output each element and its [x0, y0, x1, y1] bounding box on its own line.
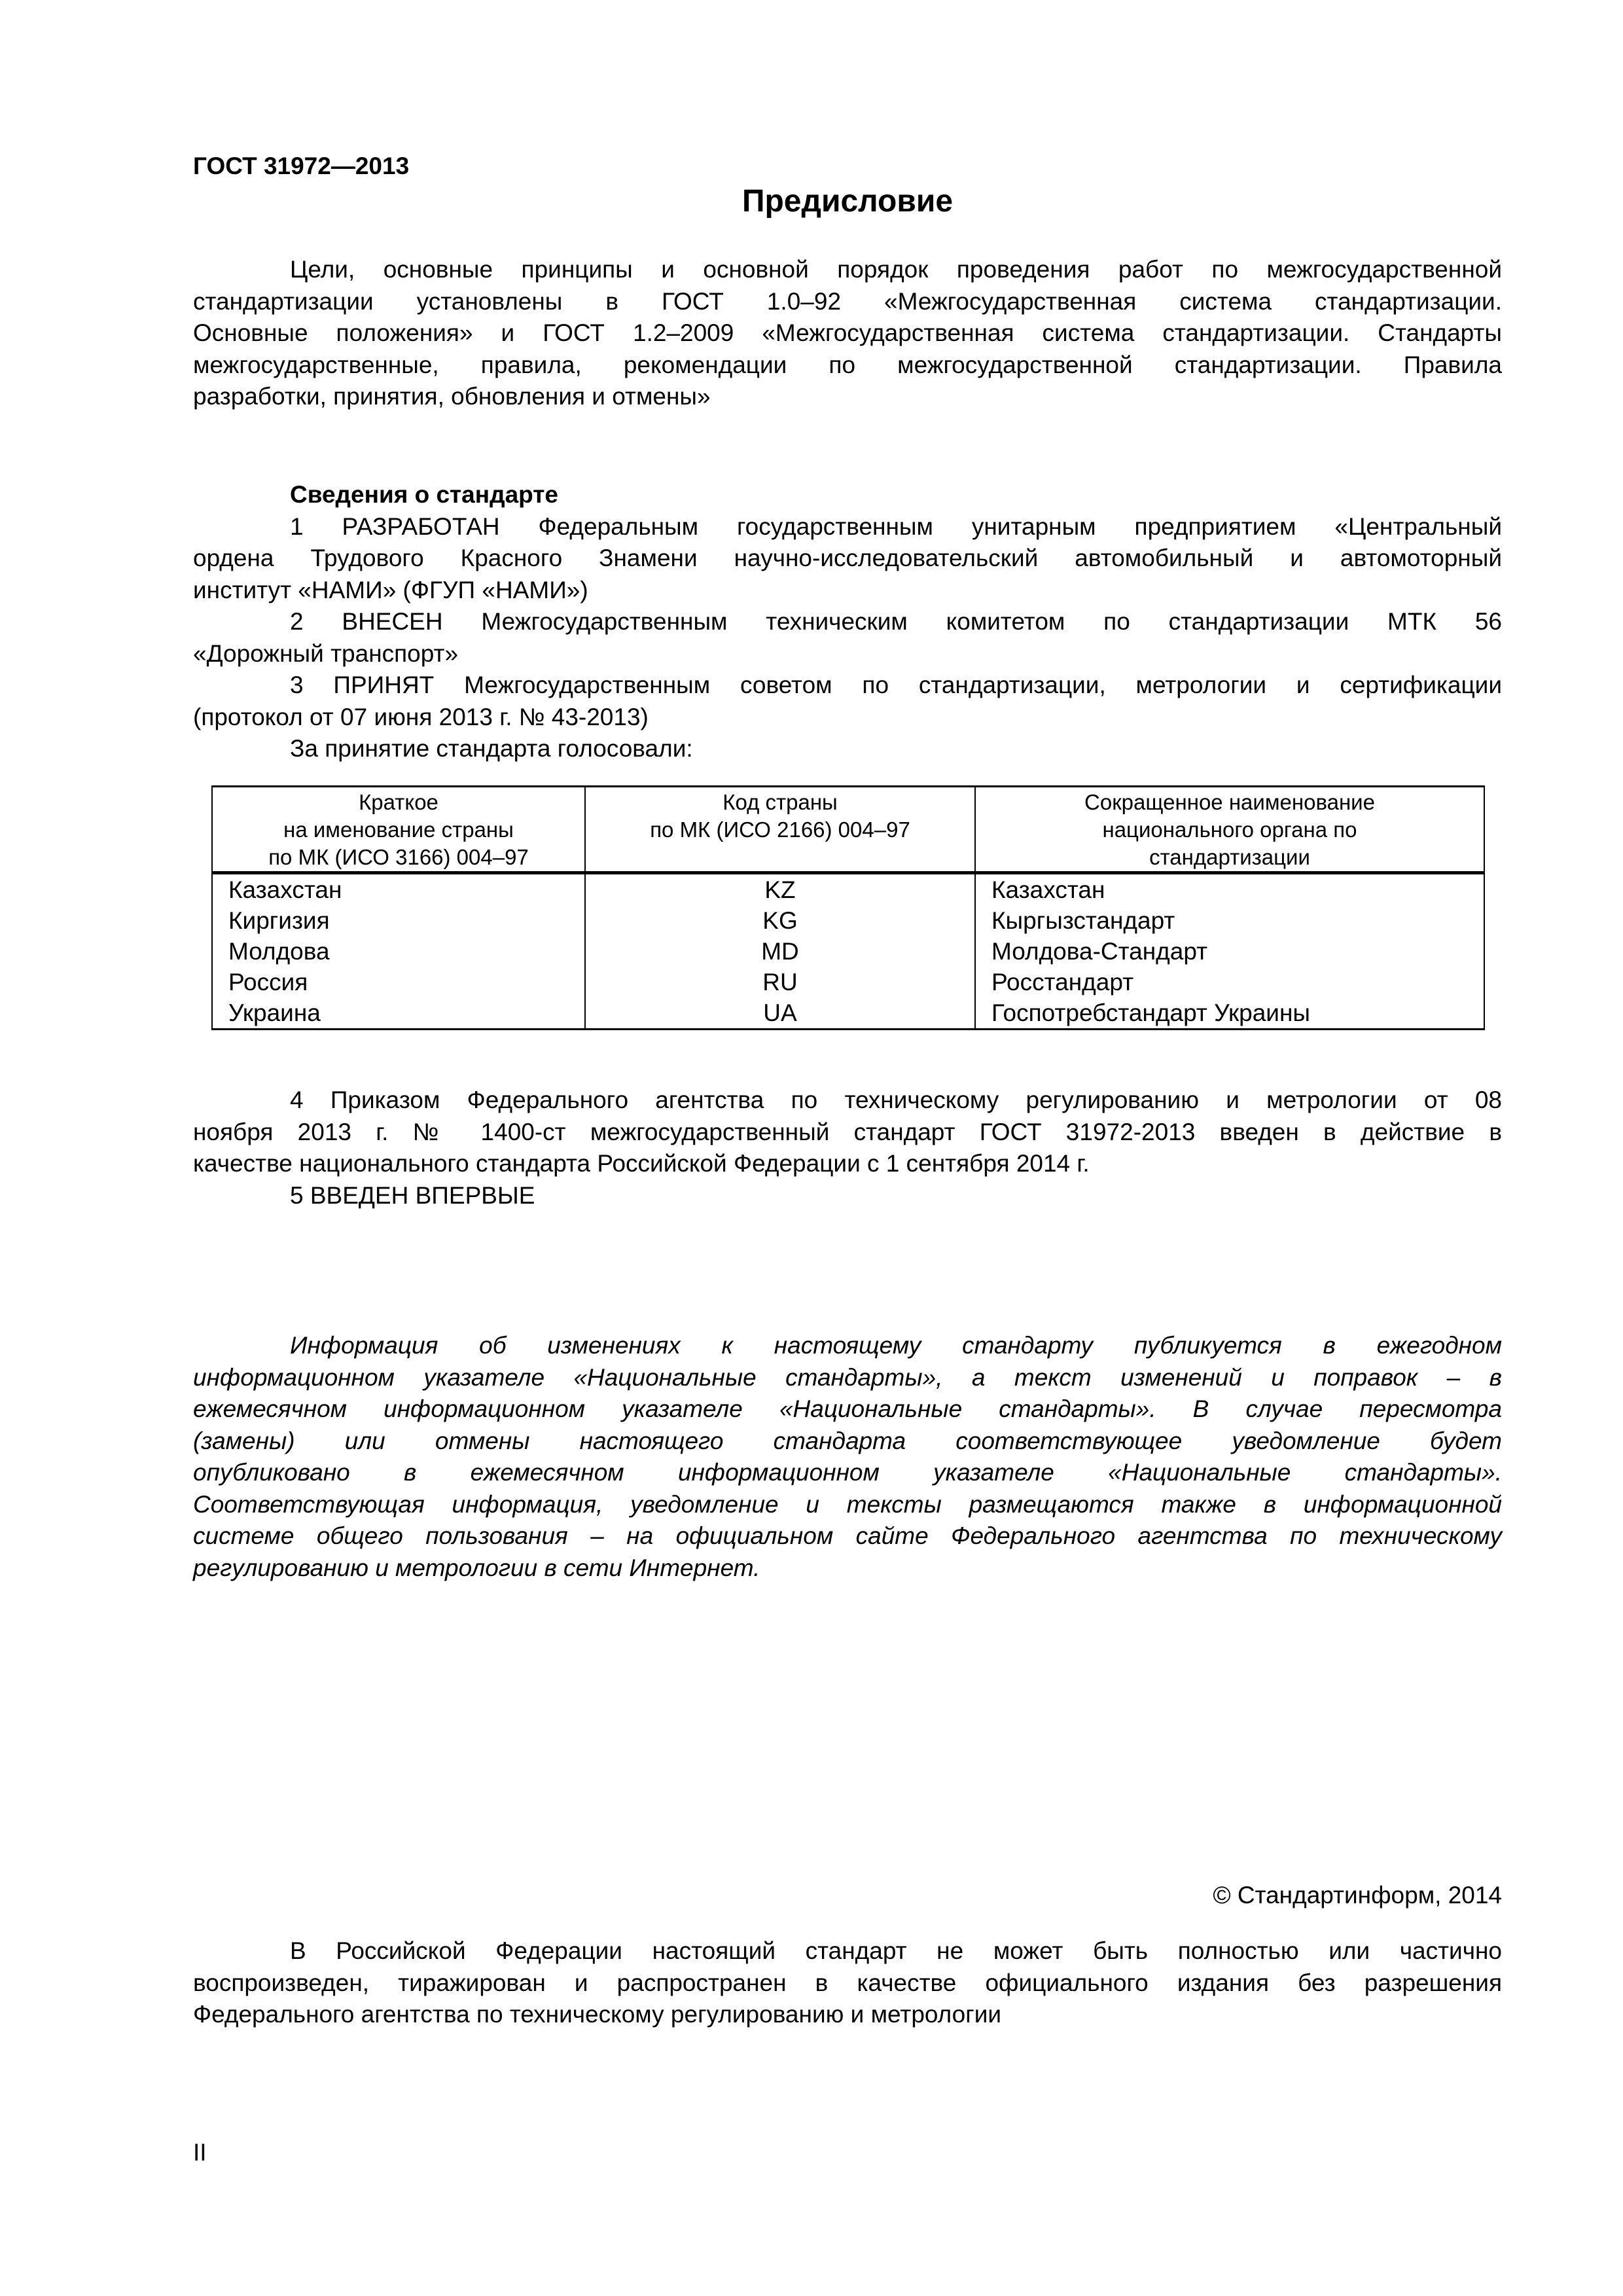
intro-line: Цели, основные принципы и основной порядок проведения работ по межгосударственной: [290, 256, 1502, 283]
national-body-cell: Молдова-Стандарт: [975, 936, 1484, 967]
info-item-3-line: 3 ПРИНЯТ Межгосударственным советом по стандартизации, метрологии и сертификации: [290, 672, 1502, 698]
national-body-cell: Росстандарт: [975, 967, 1484, 997]
changes-info-line: (замены) или отмены настоящего стандарта соответствующее уведомление будет: [193, 1427, 1502, 1454]
reproduction-notice: [193, 1935, 1502, 2031]
country-code-cell: MD: [585, 936, 975, 967]
country-name-cell: Украина: [212, 997, 585, 1030]
table-row: [212, 873, 1484, 906]
changes-info-line: Соответствующая информация, уведомление и тексты размещаются также в информационной: [193, 1490, 1502, 1518]
national-body-cell: Кыргызстандарт: [975, 905, 1484, 936]
national-body-cell: Казахстан: [975, 873, 1484, 906]
reproduction-line: В Российской Федерации настоящий стандарт не может быть полностью или частично: [290, 1937, 1502, 1964]
country-name-cell: Киргизия: [212, 905, 585, 936]
changes-info-line: информационном указателе «Национальные стандарты», а текст изменений и поправок – в: [193, 1363, 1502, 1391]
table-row: [212, 905, 1484, 936]
national-body-cell: Госпотребстандарт Украины: [975, 997, 1484, 1030]
item-4-line: качестве национального стандарта Российской Федерации с 1 сентября 2014 г.: [193, 1150, 1090, 1177]
changes-info-line: регулированию и метрологии в сети Интернет.: [193, 1554, 760, 1581]
header-country-code: Код страны по МК (ИСО 2166) 004–97: [585, 787, 975, 873]
intro-line: Основные положения» и ГОСТ 1.2–2009 «Межгосударственная система стандартизации. Стандарты: [193, 319, 1502, 346]
country-name-cell: Россия: [212, 967, 585, 997]
table-row: [212, 967, 1484, 997]
table-header-row: [212, 787, 1484, 873]
standard-info-section: [193, 479, 1502, 765]
country-code-cell: KZ: [585, 873, 975, 906]
page-number: II: [193, 2139, 207, 2166]
document-page: [193, 0, 1502, 2296]
copyright-notice: © Стандартинформ, 2014: [1213, 1882, 1502, 1909]
changes-info-line: Информация об изменениях к настоящему стандарту публикуется в ежегодном: [290, 1332, 1502, 1359]
info-item-3-line: (протокол от 07 июня 2013 г. № 43-2013): [193, 703, 649, 730]
country-name-cell: Молдова: [212, 936, 585, 967]
changes-info-line: ежемесячном информационном указателе «Национальные стандарты». В случае пересмотра: [193, 1395, 1502, 1422]
country-code-cell: KG: [585, 905, 975, 936]
info-item-2-line: 2 ВНЕСЕН Межгосударственным техническим комитетом по стандартизации МТК 56: [290, 608, 1502, 635]
intro-line: стандартизации установлены в ГОСТ 1.0–92 «Межгосударственная система стандартизации.: [193, 287, 1502, 315]
header-country-name: Краткое на именование страны по МК (ИСО 3166) 004–97: [212, 787, 585, 873]
intro-line: межгосударственные, правила, рекомендации по межгосударственной стандартизации. Правила: [193, 351, 1502, 378]
reproduction-line: воспроизведен, тиражирован и распространен в качестве официального издания без разрешения: [193, 1969, 1502, 1996]
voting-table: [211, 785, 1485, 1030]
document-code: ГОСТ 31972—2013: [193, 152, 410, 179]
changes-info-line: опубликовано в ежемесячном информационном указателе «Национальные стандарты».: [193, 1459, 1502, 1486]
country-name-cell: Казахстан: [212, 873, 585, 906]
item-4-line: 4 Приказом Федерального агентства по техническому регулированию и метрологии от 08: [290, 1086, 1502, 1113]
enactment-section: [193, 1085, 1502, 1211]
voted-label: За принятие стандарта голосовали:: [290, 735, 693, 762]
changes-info-line: системе общего пользования – на официальном сайте Федерального агентства по техническому: [193, 1522, 1502, 1549]
table-row: [212, 936, 1484, 967]
header-national-body: Сокращенное наименование национального органа по стандартизации: [975, 787, 1484, 873]
changes-info-paragraph: [193, 1330, 1502, 1584]
info-item-1-line: ордена Трудового Красного Знамени научно-исследовательский автомобильный и автомоторный: [193, 545, 1502, 571]
reproduction-line: Федерального агентства по техническому регулированию и метрологии: [193, 2001, 1002, 2028]
intro-paragraph: [193, 254, 1502, 413]
info-item-1-line: институт «НАМИ» (ФГУП «НАМИ»): [193, 576, 588, 603]
country-code-cell: RU: [585, 967, 975, 997]
item-4-line: ноября 2013 г. № 1400-ст межгосударственный стандарт ГОСТ 31972-2013 введен в действие в: [193, 1118, 1502, 1145]
intro-line: разработки, принятия, обновления и отмены»: [193, 383, 711, 410]
item-5: 5 ВВЕДЕН ВПЕРВЫЕ: [290, 1181, 535, 1209]
page-title: Предисловие: [741, 184, 954, 219]
table-row: [212, 997, 1484, 1030]
section-heading: Сведения о стандарте: [290, 481, 558, 508]
info-item-2-line: «Дорожный транспорт»: [193, 639, 459, 667]
info-item-1-line: 1 РАЗРАБОТАН Федеральным государственным унитарным предприятием «Центральный: [290, 512, 1502, 540]
country-code-cell: UA: [585, 997, 975, 1030]
